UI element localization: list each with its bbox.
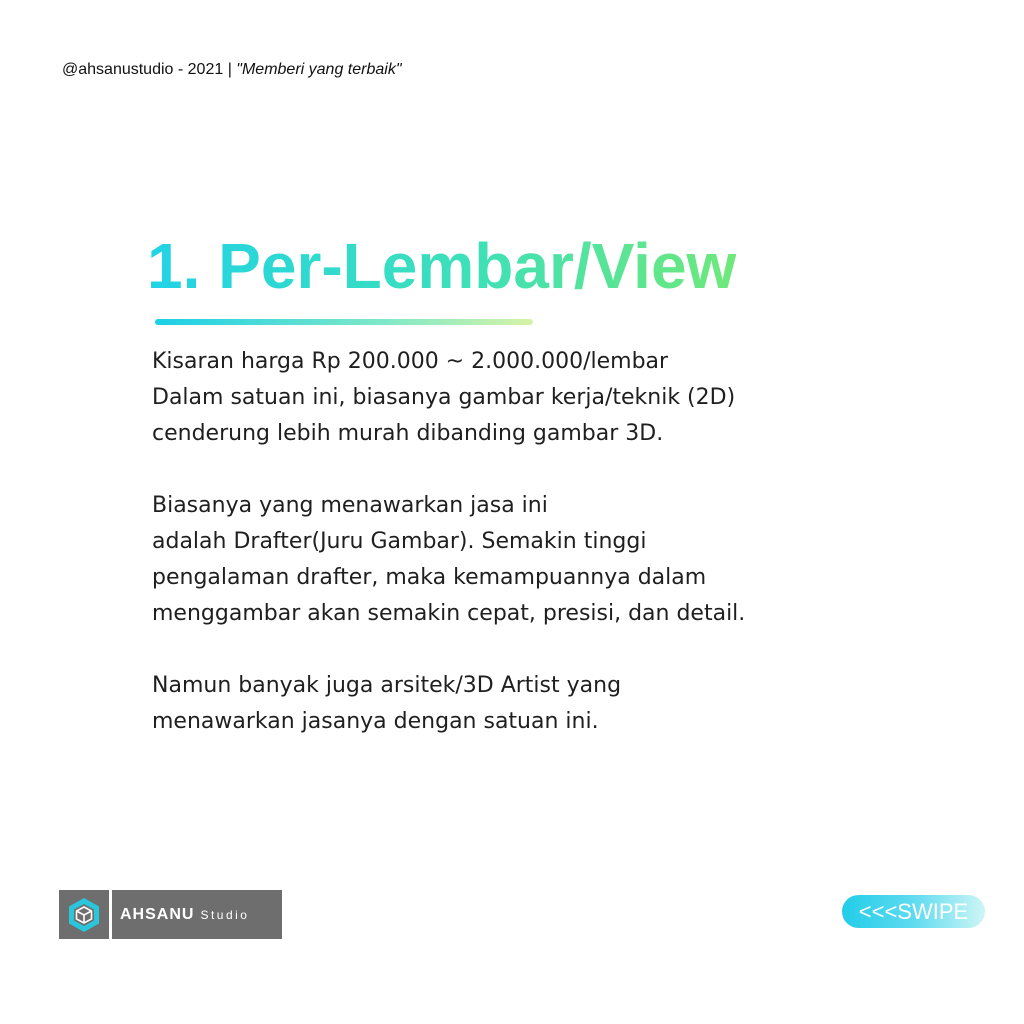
header-handle: @ahsanustudio - 2021 | xyxy=(62,61,237,78)
paragraph-price xyxy=(152,344,912,452)
swipe-badge: <<<SWIPE xyxy=(842,895,985,928)
text-line: adalah Drafter(Juru Gambar). Semakin tinggi xyxy=(152,529,647,554)
text-line: menawarkan jasanya dengan satuan ini. xyxy=(152,709,599,734)
text-line: menggambar akan semakin cepat, presisi, dan detail. xyxy=(152,601,746,626)
body-text xyxy=(152,344,912,776)
logo-brand-text: AHSANU xyxy=(120,905,195,923)
logo-studio-text: Studio xyxy=(200,907,250,922)
text-line: Namun banyak juga arsitek/3D Artist yang xyxy=(152,673,622,698)
brand-logo xyxy=(59,890,282,939)
text-line: Dalam satuan ini, biasanya gambar kerja/teknik (2D) xyxy=(152,385,736,410)
page-title: 1. Per-Lembar/View xyxy=(147,226,736,306)
logo-mark xyxy=(59,890,109,939)
logo-wordmark xyxy=(112,890,282,939)
title-underline xyxy=(155,319,533,325)
text-line: cenderung lebih murah dibanding gambar 3D. xyxy=(152,421,664,446)
hexagon-cube-icon xyxy=(67,897,101,933)
text-line: pengalaman drafter, maka kemampuannya dalam xyxy=(152,565,707,590)
header-credit xyxy=(62,61,402,79)
text-line: Biasanya yang menawarkan jasa ini xyxy=(152,493,548,518)
header-slogan: "Memberi yang terbaik" xyxy=(236,61,402,78)
text-line: Kisaran harga Rp 200.000 ~ 2.000.000/lembar xyxy=(152,349,669,374)
paragraph-architect xyxy=(152,668,912,740)
paragraph-drafter xyxy=(152,488,912,632)
